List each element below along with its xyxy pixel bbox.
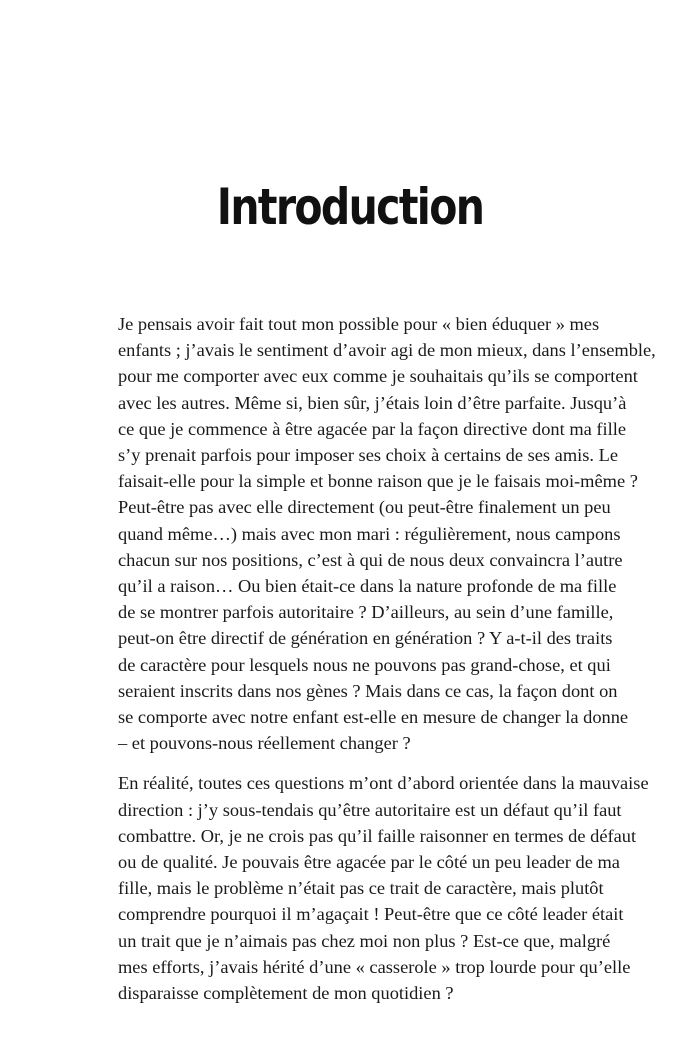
text-line: se comporte avec notre enfant est-elle en mesure de changer la donne [118,707,629,728]
chapter-body [118,311,656,1006]
text-line: Peut-être pas avec elle directement (ou peut-être finalement un peu [118,497,611,518]
text-line: chacun sur nos positions, c’est à qui de nous deux convaincra l’autre [118,549,623,570]
chapter-title: Introduction [216,178,484,236]
text-line: enfants ; j’avais le sentiment d’avoir agi de mon mieux, dans l’ensemble, [118,340,656,361]
text-line: comprendre pourquoi il m’agaçait ! Peut-être que ce côté leader était [118,904,624,925]
text-line: direction : j’y sous-tendais qu’être autoritaire est un défaut qu’il faut [118,799,622,820]
text-line: avec les autres. Même si, bien sûr, j’étais loin d’être parfaite. Jusqu’à [118,392,627,413]
paragraph-2 [118,770,649,1006]
text-line: Je pensais avoir fait tout mon possible pour « bien éduquer » mes [118,314,600,334]
text-line: – et pouvons-nous réellement changer ? [118,733,411,754]
text-line: ou de qualité. Je pouvais être agacée par le côté un peu leader de ma [118,852,620,873]
text-line: seraient inscrits dans nos gènes ? Mais dans ce cas, la façon dont on [118,680,618,701]
paragraph-1 [118,311,656,756]
text-line: un trait que je n’aimais pas chez moi non plus ? Est-ce que, malgré [118,930,611,951]
text-line: peut-on être directif de génération en génération ? Y a-t-il des traits [118,628,613,649]
text-line: s’y prenait parfois pour imposer ses choix à certains de ses amis. Le [118,445,618,466]
text-line: combattre. Or, je ne crois pas qu’il faille raisonner en termes de défaut [118,825,637,846]
text-line: ce que je commence à être agacée par la façon directive dont ma fille [118,418,627,439]
text-line: qu’il a raison… Ou bien était-ce dans la nature profonde de ma fille [118,576,617,597]
text-line: pour me comporter avec eux comme je souhaitais qu’ils se comportent [118,366,638,387]
text-line: mes efforts, j’avais hérité d’une « casserole » trop lourde pour qu’elle [118,956,631,977]
text-line: quand même…) mais avec mon mari : régulièrement, nous campons [118,523,621,544]
text-line: de caractère pour lesquels nous ne pouvons pas grand-chose, et qui [118,654,611,675]
text-line: disparaisse complètement de mon quotidien ? [118,983,454,1004]
text-line: fille, mais le problème n’était pas ce trait de caractère, mais plutôt [118,878,604,899]
text-line: En réalité, toutes ces questions m’ont d’abord orientée dans la mauvaise [118,773,649,794]
text-line: faisait-elle pour la simple et bonne raison que je le faisais moi-même ? [118,471,638,492]
text-line: de se montrer parfois autoritaire ? D’ailleurs, au sein d’une famille, [118,602,614,623]
